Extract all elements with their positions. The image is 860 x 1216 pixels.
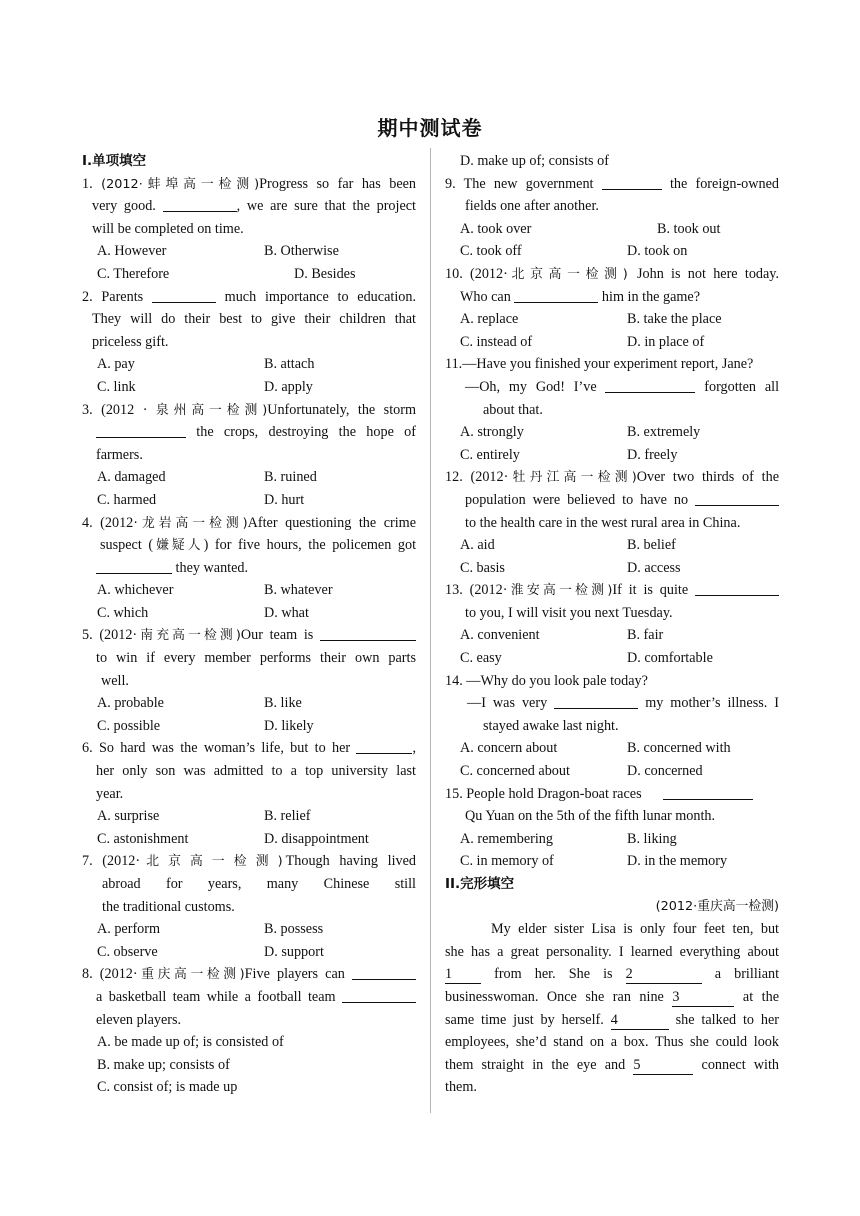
question-line bbox=[82, 195, 416, 218]
question-text: stayed awake last night. bbox=[483, 717, 619, 734]
option[interactable]: A. However bbox=[97, 243, 167, 260]
option[interactable]: B. belief bbox=[627, 537, 676, 554]
option[interactable]: C. in memory of bbox=[460, 853, 554, 870]
option[interactable]: D. hurt bbox=[264, 491, 305, 508]
question-15 bbox=[445, 783, 779, 873]
question-text: —Oh, my God! I’ve bbox=[465, 378, 597, 395]
question-line bbox=[445, 692, 779, 715]
question-source: 南充高一检测) bbox=[137, 628, 241, 644]
question-text: him in the game? bbox=[601, 288, 701, 305]
option-row bbox=[445, 737, 779, 760]
question-source: 重庆高一检测) bbox=[137, 967, 245, 983]
cloze-blank-4[interactable]: 4 bbox=[611, 1011, 669, 1030]
option[interactable]: A. perform bbox=[97, 921, 161, 938]
option[interactable]: B. make up; consists of bbox=[97, 1056, 230, 1073]
answer-blank[interactable] bbox=[342, 986, 416, 1003]
option[interactable]: B. relief bbox=[264, 808, 311, 825]
question-source: 龙岩高一检测) bbox=[138, 515, 248, 531]
option-row bbox=[445, 828, 779, 851]
option[interactable]: D. access bbox=[627, 559, 681, 576]
passage-text: a brilliant bbox=[714, 966, 779, 983]
option-row bbox=[445, 331, 779, 354]
question-number: 1. bbox=[82, 175, 93, 192]
question-text: population were believed to have no bbox=[465, 491, 689, 508]
cloze-blank-2[interactable]: 2 bbox=[626, 965, 702, 984]
passage-text: same time just by herself. bbox=[445, 1011, 604, 1028]
option-row bbox=[82, 828, 416, 851]
question-4 bbox=[82, 512, 416, 625]
question-text: her only son was admitted to a top university last bbox=[96, 763, 416, 780]
answer-blank[interactable] bbox=[96, 421, 186, 438]
passage-text: connect with bbox=[701, 1056, 779, 1073]
option[interactable]: B. fair bbox=[627, 627, 664, 644]
question-line bbox=[445, 579, 779, 602]
question-line bbox=[445, 263, 779, 286]
question-number: 3. (2012 bbox=[82, 401, 135, 418]
option-row bbox=[82, 918, 416, 941]
option[interactable]: B. like bbox=[264, 695, 302, 712]
option[interactable]: B. took out bbox=[657, 220, 721, 237]
passage-text: from her. She is bbox=[494, 966, 613, 983]
answer-blank[interactable] bbox=[514, 286, 598, 303]
option[interactable]: B. liking bbox=[627, 830, 677, 847]
option[interactable]: A. aid bbox=[460, 537, 495, 554]
option[interactable]: D. what bbox=[264, 604, 309, 621]
answer-blank[interactable] bbox=[663, 783, 753, 800]
cloze-blank-3[interactable]: 3 bbox=[672, 988, 734, 1007]
option[interactable]: D. likely bbox=[264, 717, 314, 734]
question-7 bbox=[82, 850, 416, 963]
question-text: a basketball team while a football team bbox=[96, 988, 336, 1005]
question-text: 14. —Why do you look pale today? bbox=[445, 672, 648, 689]
answer-blank[interactable] bbox=[695, 489, 779, 506]
question-line bbox=[82, 986, 416, 1009]
section-source: (2012·重庆高一检测) bbox=[655, 898, 779, 914]
option[interactable]: C. observe bbox=[97, 943, 158, 960]
question-number: 10. (2012· bbox=[445, 265, 508, 282]
option-row bbox=[82, 376, 416, 399]
option[interactable]: C. easy bbox=[460, 650, 502, 667]
option[interactable]: D. comfortable bbox=[627, 650, 713, 667]
option[interactable]: D. freely bbox=[627, 446, 678, 463]
question-text: 6. So hard was the woman’s life, but to her bbox=[82, 740, 351, 757]
cloze-passage bbox=[445, 918, 779, 1099]
answer-blank[interactable] bbox=[163, 195, 237, 212]
question-13 bbox=[445, 579, 779, 669]
option[interactable]: D. concerned bbox=[627, 763, 703, 780]
option[interactable]: D. took on bbox=[627, 243, 688, 260]
question-12 bbox=[445, 466, 779, 579]
option-row bbox=[445, 647, 779, 670]
option[interactable]: D. support bbox=[264, 943, 324, 960]
question-text: John is not here today. bbox=[636, 265, 779, 282]
answer-blank[interactable] bbox=[96, 557, 172, 574]
question-text: priceless gift. bbox=[92, 333, 169, 350]
question-text: Qu Yuan on the 5th of the fifth lunar month. bbox=[465, 808, 716, 825]
question-text: , bbox=[412, 740, 416, 757]
option[interactable]: B. extremely bbox=[627, 424, 701, 441]
option-row bbox=[445, 444, 779, 467]
question-source: 北京高一检测) bbox=[140, 854, 286, 870]
question-text: 嫌疑人 bbox=[153, 538, 204, 554]
option[interactable]: A. damaged bbox=[97, 469, 166, 486]
answer-blank[interactable] bbox=[602, 173, 662, 190]
option[interactable]: A. concern about bbox=[460, 740, 558, 757]
question-text: Who can bbox=[460, 288, 511, 305]
question-text: , we are sure that the project bbox=[236, 198, 416, 215]
answer-blank[interactable] bbox=[605, 376, 695, 393]
question-text: about that. bbox=[483, 401, 543, 418]
right-column bbox=[445, 150, 779, 1099]
question-5 bbox=[82, 624, 416, 737]
option[interactable]: A. took over bbox=[460, 220, 532, 237]
question-text: Five players can bbox=[244, 966, 345, 983]
option[interactable]: C. basis bbox=[460, 559, 505, 576]
question-source: 北京高一检测) bbox=[507, 266, 630, 282]
option-row bbox=[445, 421, 779, 444]
option[interactable]: C. which bbox=[97, 604, 149, 621]
option[interactable]: C. Therefore bbox=[97, 265, 170, 282]
question-text: will be completed on time. bbox=[92, 220, 244, 237]
question-text: to the health care in the west rural area in China. bbox=[465, 514, 741, 531]
option-row bbox=[82, 941, 416, 964]
passage-line: them. bbox=[445, 1079, 477, 1096]
option-row bbox=[82, 692, 416, 715]
question-text: Though having lived bbox=[285, 853, 416, 870]
passage-text: she talked to her bbox=[675, 1011, 779, 1028]
question-text: the crops, destroying the hope of bbox=[196, 424, 416, 441]
passage-line bbox=[445, 986, 779, 1009]
option-row bbox=[445, 624, 779, 647]
question-text: They will do their best to give their children that bbox=[92, 311, 416, 328]
option[interactable]: A. strongly bbox=[460, 424, 524, 441]
question-text: they wanted. bbox=[175, 559, 249, 576]
question-line bbox=[82, 557, 416, 580]
question-source: (2012·蚌埠高一检测) bbox=[101, 176, 260, 192]
option[interactable]: C. consist of; is made up bbox=[97, 1079, 238, 1096]
option[interactable]: C. link bbox=[97, 378, 136, 395]
option[interactable]: B. concerned with bbox=[627, 740, 731, 757]
option-row bbox=[82, 489, 416, 512]
question-source: 淮安高一检测) bbox=[507, 583, 613, 599]
option[interactable]: B. ruined bbox=[264, 469, 317, 486]
cloze-blank-1[interactable]: 1 bbox=[445, 965, 481, 984]
question-text: 2. Parents bbox=[82, 288, 144, 305]
question-line bbox=[82, 421, 416, 444]
question-text: 15. People hold Dragon-boat races bbox=[445, 785, 642, 802]
option[interactable]: A. be made up of; is consisted of bbox=[97, 1034, 284, 1051]
question-text: Unfortunately, the storm bbox=[267, 401, 416, 418]
question-3 bbox=[82, 399, 416, 512]
question-text: 11.—Have you finished your experiment report, Jane? bbox=[445, 356, 754, 373]
option[interactable]: B. take the place bbox=[627, 311, 722, 328]
question-text: After questioning the crime bbox=[247, 514, 416, 531]
question-line bbox=[82, 737, 416, 760]
section-heading: II.完形填空 bbox=[445, 876, 515, 892]
question-line bbox=[82, 173, 416, 196]
question-line bbox=[445, 783, 779, 806]
question-line bbox=[82, 963, 416, 986]
option-row bbox=[445, 534, 779, 557]
question-text: much importance to education. bbox=[224, 288, 416, 305]
answer-blank[interactable] bbox=[352, 963, 416, 980]
question-text: forgotten all bbox=[704, 378, 779, 395]
question-number: 8. (2012· bbox=[82, 966, 138, 983]
question-text: abroad for years, many Chinese still bbox=[102, 876, 416, 892]
option[interactable]: C. possible bbox=[97, 717, 161, 734]
passage-line: employees, she’d stand on a box. Thus she could look bbox=[445, 1034, 779, 1051]
option-row bbox=[82, 805, 416, 828]
option[interactable]: C. entirely bbox=[460, 446, 520, 463]
question-6 bbox=[82, 737, 416, 850]
question-number: 4. (2012· bbox=[82, 514, 138, 531]
option-row bbox=[445, 308, 779, 331]
option[interactable]: C. took off bbox=[460, 243, 522, 260]
question-9 bbox=[445, 173, 779, 263]
answer-blank[interactable] bbox=[554, 692, 638, 709]
passage-line: she has a great personality. I learned everything about bbox=[445, 943, 779, 960]
question-11 bbox=[445, 353, 779, 466]
question-line bbox=[445, 376, 779, 399]
option-row bbox=[82, 240, 416, 263]
question-number: 5. (2012· bbox=[82, 627, 138, 644]
option[interactable]: D. apply bbox=[264, 378, 313, 395]
question-text: ) for five hours, the policemen got bbox=[203, 537, 416, 554]
question-2 bbox=[82, 286, 416, 399]
question-text: Over two thirds of the bbox=[636, 469, 779, 486]
column-divider bbox=[430, 148, 431, 1113]
question-text: If it is quite bbox=[612, 582, 689, 599]
question-number: 7. (2012· bbox=[82, 853, 141, 870]
option[interactable]: B. possess bbox=[264, 921, 324, 938]
question-text: very good. bbox=[92, 198, 156, 215]
question-text: fields one after another. bbox=[465, 198, 599, 215]
option-row bbox=[445, 218, 779, 241]
question-line bbox=[82, 512, 416, 535]
question-text: to you, I will visit you next Tuesday. bbox=[465, 604, 673, 621]
answer-blank[interactable] bbox=[695, 579, 779, 596]
passage-line bbox=[445, 1054, 779, 1077]
question-text: 9. The new government bbox=[445, 175, 594, 192]
option-row bbox=[445, 240, 779, 263]
question-number: 12. (2012· bbox=[445, 469, 509, 486]
passage-line bbox=[445, 963, 779, 986]
option[interactable]: D. disappointment bbox=[264, 830, 369, 847]
option[interactable]: C. astonishment bbox=[97, 830, 189, 847]
section-heading: I.单项填空 bbox=[82, 153, 147, 169]
question-1 bbox=[82, 173, 416, 286]
left-column bbox=[82, 150, 416, 1099]
option[interactable]: A. probable bbox=[97, 695, 164, 712]
question-text: to win if every member performs their own parts bbox=[96, 650, 416, 667]
question-line bbox=[82, 624, 416, 647]
option[interactable]: D. in place of bbox=[627, 333, 705, 350]
option[interactable]: D. make up of; consists of bbox=[460, 153, 609, 169]
question-line bbox=[82, 286, 416, 309]
question-source: 泉州高一检测) bbox=[155, 402, 268, 418]
passage-text: them straight in the eye and bbox=[445, 1056, 626, 1073]
option-row bbox=[82, 715, 416, 738]
question-8 bbox=[82, 963, 416, 1099]
question-text: year. bbox=[96, 785, 124, 802]
passage-line: My elder sister Lisa is only four feet ten, but bbox=[491, 921, 779, 938]
question-text: farmers. bbox=[96, 446, 143, 463]
answer-blank[interactable] bbox=[152, 286, 216, 303]
option[interactable]: D. in the memory bbox=[627, 853, 728, 870]
option[interactable]: A. convenient bbox=[460, 627, 540, 644]
option[interactable]: B. Otherwise bbox=[264, 243, 339, 260]
option[interactable]: C. harmed bbox=[97, 491, 157, 508]
option-row bbox=[82, 466, 416, 489]
option-row bbox=[445, 850, 779, 873]
question-text: the foreign-owned bbox=[669, 175, 779, 192]
question-line: 3. (2012 · 泉州高一检测)Unfortunately, the storm bbox=[82, 401, 416, 418]
question-text: well. bbox=[101, 672, 129, 689]
question-text: suspect ( bbox=[100, 537, 154, 554]
question-line bbox=[445, 466, 779, 489]
question-text: the traditional customs. bbox=[102, 898, 235, 915]
passage-line bbox=[445, 1009, 779, 1032]
question-line bbox=[445, 286, 779, 309]
question-line bbox=[445, 489, 779, 512]
option-row bbox=[445, 760, 779, 783]
cloze-blank-5[interactable]: 5 bbox=[633, 1056, 693, 1075]
question-line bbox=[82, 850, 416, 873]
answer-blank[interactable] bbox=[356, 737, 412, 754]
option-row bbox=[82, 263, 416, 286]
passage-text: at the bbox=[742, 988, 779, 1005]
option[interactable]: A. surprise bbox=[97, 808, 160, 825]
question-text: —I was very bbox=[467, 695, 548, 712]
question-14 bbox=[445, 670, 779, 783]
question-source: 牡丹江高一检测) bbox=[508, 470, 637, 486]
answer-blank[interactable] bbox=[320, 624, 416, 641]
option-row bbox=[445, 557, 779, 580]
option-row bbox=[82, 579, 416, 602]
option[interactable]: B. whatever bbox=[264, 582, 333, 599]
option-row bbox=[82, 353, 416, 376]
option[interactable]: A. whichever bbox=[97, 582, 174, 599]
question-line bbox=[82, 534, 416, 557]
question-text: Our team is bbox=[240, 627, 314, 644]
question-text: eleven players. bbox=[96, 1011, 182, 1028]
option[interactable]: B. attach bbox=[264, 356, 315, 373]
question-text: Progress so far has been bbox=[259, 175, 416, 192]
option-row bbox=[82, 602, 416, 625]
option[interactable]: C. instead of bbox=[460, 333, 533, 350]
option[interactable]: A. remembering bbox=[460, 830, 553, 847]
question-10 bbox=[445, 263, 779, 353]
passage-text: businesswoman. Once she ran nine bbox=[445, 988, 664, 1005]
option[interactable]: A. replace bbox=[460, 311, 519, 328]
question-number: 13. (2012· bbox=[445, 582, 508, 599]
question-text: my mother’s illness. I bbox=[645, 695, 779, 712]
option[interactable]: C. concerned about bbox=[460, 763, 570, 780]
option[interactable]: A. pay bbox=[97, 356, 135, 373]
option[interactable]: D. Besides bbox=[294, 265, 356, 282]
question-line bbox=[445, 173, 779, 196]
page-title: 期中测试卷 bbox=[377, 116, 483, 140]
